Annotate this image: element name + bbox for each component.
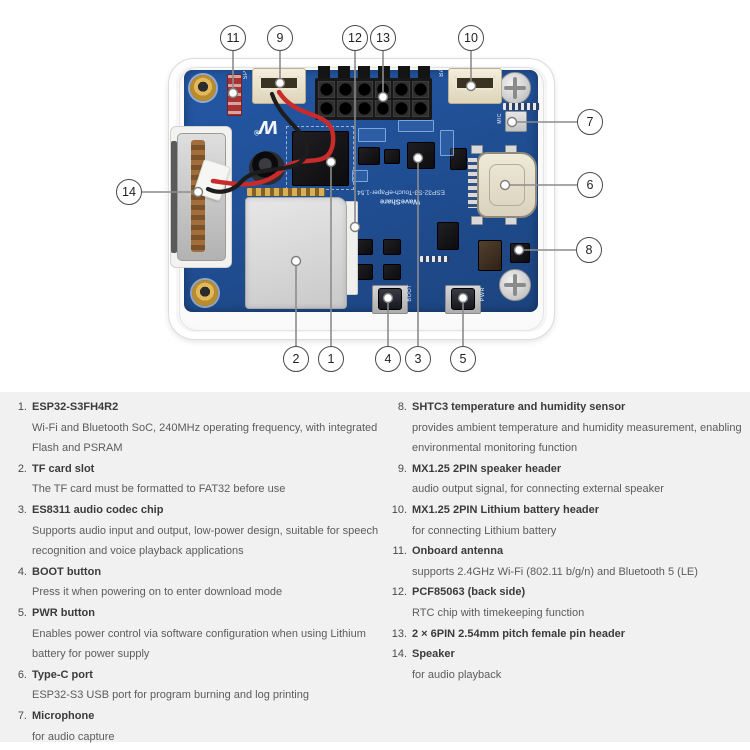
item-desc: supports 2.4GHz Wi-Fi (802.11 b/g/n) and Bluetooth 5 (LE) [412, 565, 698, 578]
inductor [249, 151, 285, 185]
boot-silkscreen-label: BOOT [407, 284, 413, 302]
pin-header-tabs [318, 66, 430, 78]
smd-transistor [383, 239, 401, 255]
item-title: 2 × 6PIN 2.54mm pitch female pin header [412, 627, 626, 640]
onboard-antenna [227, 74, 242, 116]
item-title: BOOT button [32, 565, 102, 578]
item-title: Type-C port [32, 668, 93, 681]
item-number: 6. [17, 668, 27, 681]
screw-bottom-right [499, 269, 531, 301]
shtc3-sensor [510, 243, 530, 263]
boot-button [378, 288, 402, 310]
screw-top-right [499, 72, 531, 104]
female-pin-header [315, 78, 432, 120]
usb-mount-pad [471, 216, 483, 225]
item-title: Microphone [32, 709, 95, 722]
legend-item-2 [12, 459, 386, 500]
waveshare-logo: w® [254, 115, 278, 142]
callout-12: 12 [342, 25, 368, 51]
item-desc: Enables power control via software configuration when using Lithium battery for power supply [32, 627, 366, 661]
pad-row-mic [503, 103, 540, 110]
callout-5: 5 [450, 346, 476, 372]
pwr-silkscreen-label: PWR [480, 287, 486, 302]
battery-header [448, 68, 502, 104]
esp32-chip [292, 131, 349, 186]
tf-card [245, 197, 347, 309]
legend-item-4 [12, 562, 386, 603]
item-title: TF card slot [32, 462, 95, 475]
callout-9: 9 [267, 25, 293, 51]
item-desc: for connecting Lithium battery [412, 524, 557, 537]
mic-silkscreen-label: MIC [497, 113, 503, 124]
legend-column-right [386, 397, 746, 685]
callout-4: 4 [375, 346, 401, 372]
legend-item-12 [386, 582, 746, 623]
smd-chip [358, 147, 380, 165]
item-number: 5. [17, 606, 27, 619]
spk-silkscreen-label: SPK [243, 66, 249, 80]
usb-c-port [477, 152, 537, 218]
item-title: SHTC3 temperature and humidity sensor [412, 401, 626, 413]
legend-item-13 [386, 624, 746, 645]
callout-14: 14 [116, 179, 142, 205]
legend-item-8 [386, 397, 746, 459]
silkscreen-block [352, 170, 368, 182]
item-number: 13. [391, 627, 407, 640]
smd-chip [437, 222, 459, 250]
legend-item-1 [12, 397, 386, 459]
item-desc: for audio playback [412, 668, 502, 681]
legend-item-14 [386, 644, 746, 685]
legend-item-10 [386, 500, 746, 541]
item-number: 3. [17, 503, 27, 516]
smd-chip [384, 149, 400, 164]
legend-panel [0, 392, 750, 742]
item-number: 9. [397, 462, 407, 475]
item-number: 4. [17, 565, 27, 578]
legend-column-left [12, 397, 386, 747]
speaker-edge-bar [171, 141, 177, 253]
item-desc: Press it when powering on to enter download mode [32, 586, 283, 599]
silkscreen-block [440, 130, 454, 156]
callout-1: 1 [318, 346, 344, 372]
item-title: Speaker [412, 648, 455, 661]
item-number: 14. [391, 648, 407, 661]
callout-6: 6 [577, 172, 603, 198]
callout-2: 2 [283, 346, 309, 372]
item-title: ESP32-S3FH4R2 [32, 401, 119, 413]
item-title: MX1.25 2PIN Lithium battery header [412, 503, 600, 516]
tf-contact-row [247, 188, 325, 196]
legend-item-3 [12, 500, 386, 562]
item-desc: Wi-Fi and Bluetooth SoC, 240MHz operating frequency, with integrated Flash and PSRAM [32, 421, 378, 455]
pad-row [420, 256, 450, 262]
legend-item-7 [12, 706, 386, 747]
smd-transistor [383, 264, 401, 280]
silkscreen-block [398, 120, 434, 132]
item-title: PWR button [32, 606, 95, 619]
legend-item-11 [386, 541, 746, 582]
legend-item-9 [386, 459, 746, 500]
callout-3: 3 [405, 346, 431, 372]
legend-item-6 [12, 665, 386, 706]
item-desc: audio output signal, for connecting external speaker [412, 483, 664, 496]
item-number: 7. [17, 709, 27, 722]
board-model-text: ESP32-S3-Touch-ePaper-1.54 [357, 188, 445, 196]
item-title: ES8311 audio codec chip [32, 503, 164, 516]
item-title: PCF85063 (back side) [412, 586, 526, 599]
callout-10: 10 [458, 25, 484, 51]
smd-chip [478, 240, 502, 271]
item-desc: ESP32-S3 USB port for program burning and log printing [32, 689, 309, 702]
item-title: Onboard antenna [412, 545, 504, 558]
item-number: 8. [397, 401, 407, 413]
item-title: MX1.25 2PIN speaker header [412, 462, 562, 475]
item-desc: The TF card must be formatted to FAT32 before use [32, 483, 286, 496]
legend-item-5 [12, 603, 386, 665]
callout-8: 8 [576, 237, 602, 263]
standoff-top-left [190, 75, 216, 101]
item-desc: Supports audio input and output, low-power design, suitable for speech recognition and voice playback applications [32, 524, 379, 558]
item-desc: provides ambient temperature and humidity measurement, enabling environmental monitoring function [412, 421, 742, 455]
item-number: 2. [17, 462, 27, 475]
item-number: 1. [17, 401, 27, 413]
item-desc: RTC chip with timekeeping function [412, 606, 585, 619]
usb-c-pins [468, 158, 477, 208]
standoff-bottom-left [192, 280, 218, 306]
pwr-button [451, 288, 475, 310]
item-desc: for audio capture [32, 730, 115, 743]
es8311-chip [407, 142, 435, 169]
callout-13: 13 [370, 25, 396, 51]
silkscreen-block [358, 128, 386, 142]
speaker-header [252, 68, 306, 104]
board-brand-text: WaveShare [379, 197, 421, 207]
callout-7: 7 [577, 109, 603, 135]
bat-silkscreen-label: BAT [439, 64, 445, 77]
item-number: 12. [391, 586, 407, 599]
microphone [505, 111, 527, 132]
item-number: 10. [391, 503, 407, 516]
callout-11: 11 [220, 25, 246, 51]
item-number: 11. [392, 545, 407, 558]
